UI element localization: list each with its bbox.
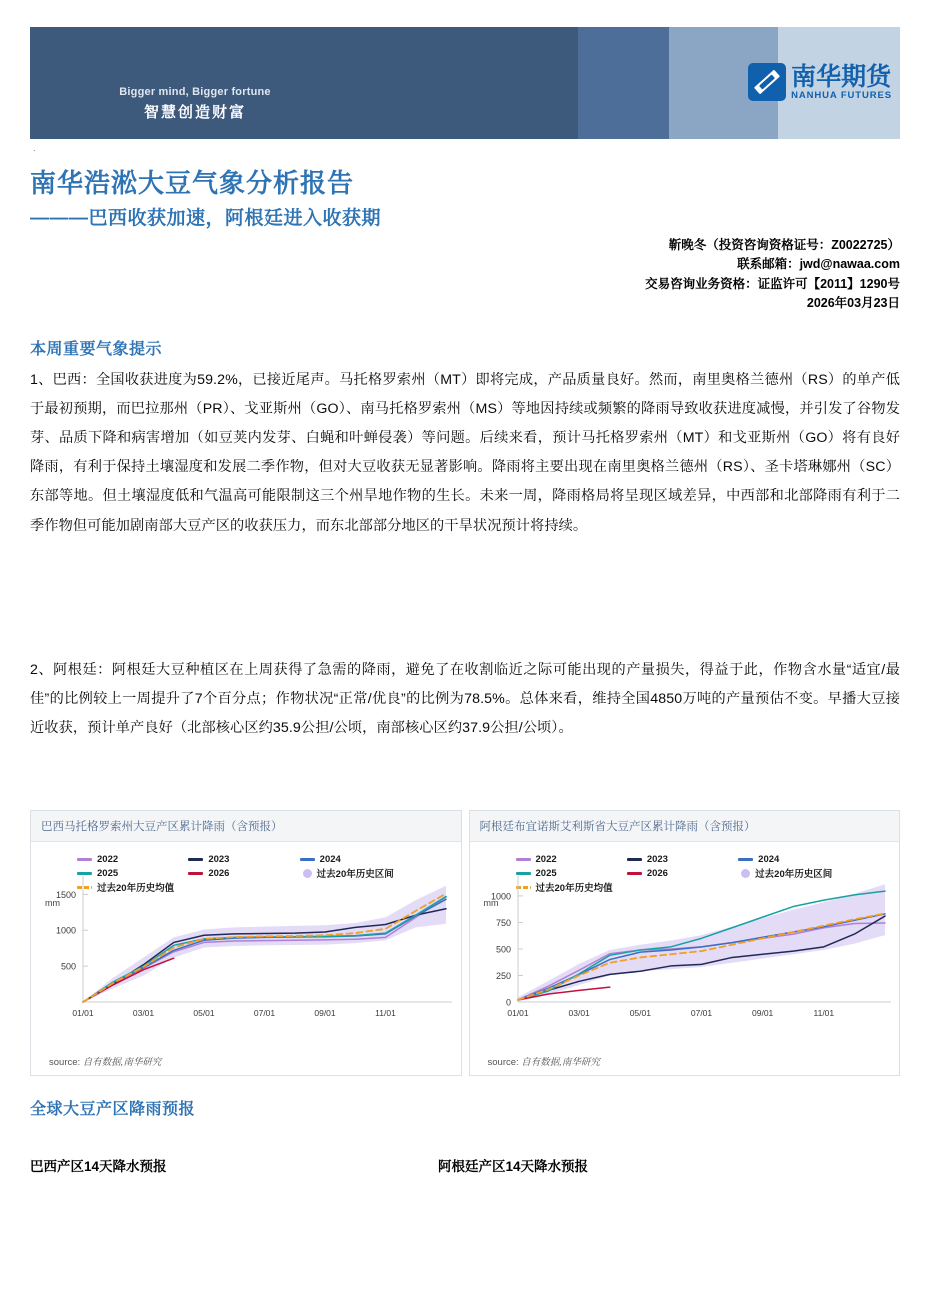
page-title: 南华浩淞大豆气象分析报告: [30, 168, 355, 198]
svg-text:09/01: 09/01: [751, 1008, 773, 1018]
svg-text:11/01: 11/01: [813, 1008, 834, 1018]
svg-text:03/01: 03/01: [132, 1008, 155, 1018]
logo-name-chinese: 南华期货: [791, 61, 892, 91]
forecast-label-brazil: 巴西产区14天降水预报: [30, 1159, 167, 1174]
chart-title-argentina: 阿根廷布宜诺斯艾利斯省大豆产区累计降雨（含预报）: [470, 811, 900, 842]
header-banner: [30, 27, 900, 139]
license-line: 交易咨询业务资格：证监许可【2011】1290号: [645, 276, 900, 291]
chart-plot-argentina: [470, 842, 900, 1054]
chart-card-brazil: [30, 810, 462, 1076]
paragraph-argentina: 2、阿根廷：阿根廷大豆种植区在上周获得了急需的降雨，避免了在收割临近之际可能出现的产量损失，得益于此，作物含水量“适宜/最佳”的比例较上一周提升了7个百分点；作物状况“正常/优良”的比例为78.5%。总体来看，维持全国4850万吨的产量预估不变。早播大豆接近收获，预计单产良好（北部核心区约35.9公担/公顷，南部核心区约37.9公担/公顷）。: [30, 662, 900, 737]
svg-text:11/01: 11/01: [375, 1008, 396, 1018]
svg-text:05/01: 05/01: [629, 1008, 651, 1018]
svg-text:05/01: 05/01: [193, 1008, 215, 1018]
charts-row: [30, 810, 900, 1076]
chart-svg-brazil: [31, 842, 456, 1047]
legend-label: 2024: [758, 853, 780, 865]
section-heading-weather-tips: 本周重要气象提示: [30, 341, 163, 358]
forecast-label-argentina: 阿根廷产区14天降水预报: [438, 1159, 589, 1174]
svg-text:500: 500: [495, 944, 511, 955]
banner-band-1: [30, 27, 578, 139]
y-axis-unit-brazil: mm: [45, 898, 60, 908]
tagline-english: Bigger mind, Bigger fortune: [119, 86, 271, 98]
legend-label: 2022: [535, 853, 557, 865]
chart-card-argentina: [469, 810, 901, 1076]
svg-text:07/01: 07/01: [690, 1008, 712, 1018]
paragraph-brazil: 1、巴西：全国收获进度为59.2%，已接近尾声。马托格罗索州（MT）即将完成，产品质量良好。然而，南里奥格兰德州（RS）的单产低于最初预期，而巴拉那州（PR）、戈亚斯州（GO）、南马托格罗索州（MS）等地因持续或频繁的降雨导致收获进度减慢，并引发了谷物发芽、品质下降和病害增加（如豆荚内发芽、白蝇和叶蝉侵袭）等问题。后续来看，预计马托格罗索州（MT）和戈亚斯州（GO）将有良好降雨，有利于保持土壤湿度和发展二季作物，但对大豆收获无显著影响。降雨将主要出现在南里奥格兰德州（RS）、圣卡塔琳娜州（SC）东部等地。但土壤湿度低和气温高可能限制这三个州旱地作物的生长。未来一周，降雨格局将呈现区域差异，中西部和北部降雨有利于二季作物但可能加剧南部大豆产区的收获压力，而东北部部分地区的干旱状况预计将持续。: [30, 372, 900, 534]
logo-wordmark: [791, 61, 892, 101]
legend-label: 过去20年历史区间: [316, 869, 394, 880]
company-tagline: [85, 85, 305, 123]
y-axis-unit-argentina: mm: [483, 898, 499, 908]
legend-label: 过去20年历史区间: [755, 869, 833, 880]
section-heading-global-forecast: 全球大豆产区降雨预报: [30, 1101, 196, 1118]
report-date: 2026年03月23日: [806, 296, 900, 311]
source-label: source:: [49, 1057, 81, 1068]
svg-text:0: 0: [505, 997, 511, 1008]
legend-label: 2024: [319, 853, 341, 865]
svg-text:01/01: 01/01: [506, 1008, 529, 1018]
chart-source-argentina: [470, 1054, 900, 1075]
tagline-chinese: 智慧创造财富: [143, 103, 246, 121]
chart-plot-brazil: [31, 842, 461, 1054]
svg-text:03/01: 03/01: [568, 1008, 590, 1018]
legend-label: 2025: [97, 867, 119, 879]
legend-label: 2023: [208, 853, 230, 865]
svg-text:1000: 1000: [55, 925, 76, 936]
source-label: source:: [487, 1057, 519, 1068]
banner-band-4: [778, 27, 900, 139]
legend-label: 2023: [646, 853, 668, 865]
svg-text:1500: 1500: [55, 889, 76, 900]
email-line: 联系邮箱：jwd@nawaa.com: [737, 257, 900, 272]
stray-dot-marker: .: [33, 143, 36, 153]
chart-title-brazil: 巴西马托格罗索州大豆产区累计降雨（含预报）: [31, 811, 461, 842]
svg-text:500: 500: [60, 961, 76, 972]
legend-label: 2022: [97, 853, 119, 865]
svg-text:01/01: 01/01: [72, 1008, 94, 1018]
svg-text:07/01: 07/01: [253, 1008, 276, 1018]
legend-label: 过去20年历史均值: [535, 883, 613, 894]
banner-band-2: [578, 27, 669, 139]
source-value: 自有数据,南华研究: [521, 1057, 600, 1068]
legend-label: 2025: [535, 867, 557, 879]
company-logo: [748, 63, 892, 101]
chart-svg-argentina: [470, 842, 895, 1047]
svg-text:1000: 1000: [490, 891, 511, 902]
legend-label: 2026: [208, 867, 230, 879]
report-metadata: [645, 236, 900, 314]
nanhua-logo-icon: [748, 63, 786, 101]
source-value: 自有数据,南华研究: [82, 1057, 162, 1068]
svg-text:750: 750: [495, 917, 511, 928]
legend-label: 过去20年历史均值: [97, 883, 175, 894]
legend-label: 2026: [646, 867, 668, 879]
logo-name-english: NANHUA FUTURES: [791, 89, 892, 101]
chart-source-brazil: [31, 1054, 461, 1075]
svg-text:250: 250: [495, 970, 511, 981]
analyst-line: 靳晚冬（投资咨询资格证号：Z0022725）: [668, 238, 900, 252]
svg-text:09/01: 09/01: [314, 1008, 336, 1018]
page-subtitle: ———巴西收获加速，阿根廷进入收获期: [30, 208, 382, 229]
